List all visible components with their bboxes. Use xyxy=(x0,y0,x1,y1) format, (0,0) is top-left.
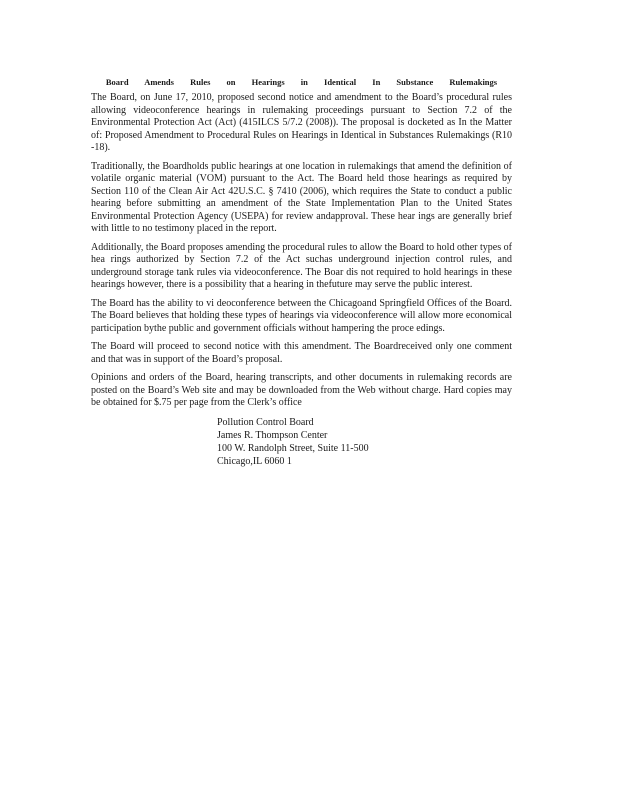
paragraph-intro: The Board, on June 17, 2010, proposed second notice and amendment to the Board’s procedural rules allowing videoconference hearings in rulemaking proceedings pursuant to Section 7.2 of the Environmental Protection Act (Act) (415ILCS 5/7.2 (2008)). The proposal is docketed as In the Matter of: Proposed Amendment to Procedural Rules on Hearings in Identical in Substances Rulemakings (R10 -18). xyxy=(91,92,512,153)
document-title: Board Amends Rules on Hearings in Identical In Substance Rulemakings xyxy=(105,77,498,87)
mailing-address xyxy=(217,416,512,468)
paragraph-videoconference: The Board has the ability to vi deoconference between the Chicagoand Springfield Offices of the Board. The Board believes that holding these types of hearings via videoconference will allow more economical participation bythe public and government officials without hampering the proce edings. xyxy=(91,297,512,334)
paragraph-traditionally: Traditionally, the Boardholds public hearings at one location in rulemakings that amend the definition of volatile organic material (VOM) pursuant to the Act. The Board held those hearings as required by Section 110 of the Clean Air Act 42U.S.C. § 7410 (2006), which requires the State to conduct a public hearing before submitting an amendment of the State Implementation Plan to the United States Environmental Protection Agency (USEPA) for review andapproval. These hear ings are generally brief with little to no testimony placed in the report. xyxy=(91,160,512,234)
document-body xyxy=(91,77,512,468)
address-line: 100 W. Randolph Street, Suite 11-500 xyxy=(217,442,369,454)
paragraph-second-notice: The Board will proceed to second notice with this amendment. The Boardreceived only one comment and that was in support of the Board’s proposal. xyxy=(91,341,512,365)
address-line: James R. Thompson Center xyxy=(217,429,328,441)
address-line: Pollution Control Board xyxy=(217,416,314,428)
paragraph-opinions: Opinions and orders of the Board, hearing transcripts, and other documents in rulemaking records are posted on the Board’s Web site and may be downloaded from the Web without charge. Hard copies may be obtained for $.75 per page from the Clerk’s office xyxy=(91,372,512,408)
address-line: Chicago,IL 6060 1 xyxy=(217,455,292,467)
paragraph-additionally: Additionally, the Board proposes amending the procedural rules to allow the Board to hold other types of hea rings authorized by Section 7.2 of the Act suchas underground injection control rules, and underground storage tank rules via videoconference. The Boar dis not required to hold hearings in these hearings however, there is a possibility that a hearing in thefuture may serve the public interest. xyxy=(91,241,512,290)
